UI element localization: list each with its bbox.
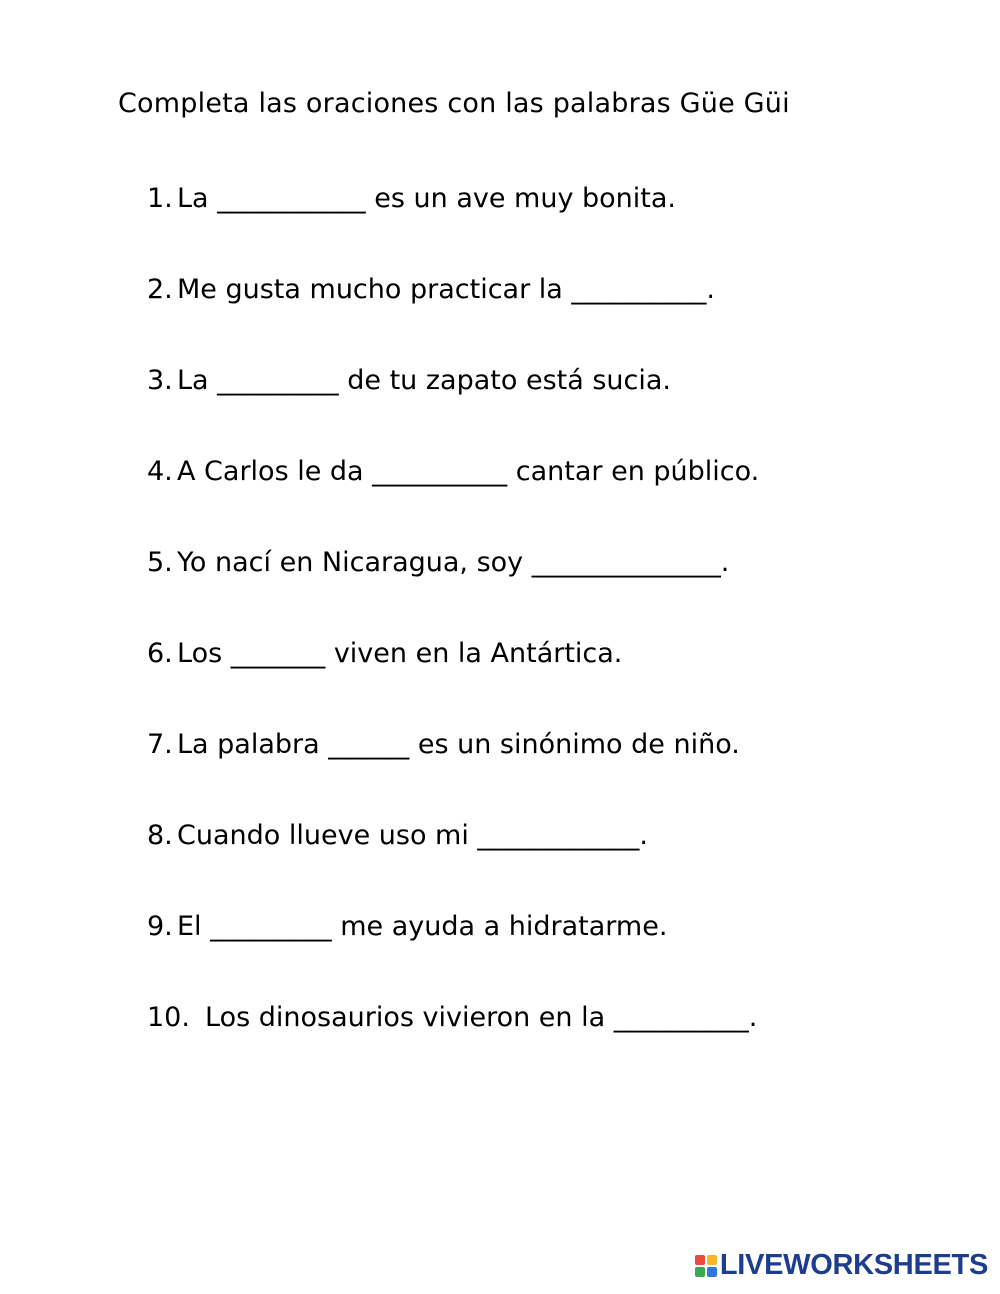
item-sentence: Cuando llueve uso mi ____________. [177, 820, 649, 851]
item-sentence: A Carlos le da __________ cantar en público. [177, 456, 760, 487]
item-number: 8. [147, 820, 173, 851]
item-sentence: La ___________ es un ave muy bonita. [177, 183, 676, 214]
item-number: 6. [147, 638, 173, 669]
item-number: 2. [147, 274, 173, 305]
sentence-item-9 [147, 911, 667, 942]
sentence-item-6 [147, 638, 622, 669]
item-sentence: Me gusta mucho practicar la __________. [177, 274, 715, 305]
liveworksheets-logo-icon [695, 1255, 717, 1277]
item-number: 10. [147, 1002, 190, 1033]
liveworksheets-logo-text: LIVEWORKSHEETS [719, 1249, 988, 1281]
sentence-item-5 [147, 547, 729, 578]
sentence-item-7 [147, 729, 740, 760]
item-sentence: La _________ de tu zapato está sucia. [177, 365, 672, 396]
sentence-item-1 [147, 183, 676, 214]
sentence-item-4 [147, 456, 759, 487]
item-sentence: El _________ me ayuda a hidratarme. [177, 911, 668, 942]
sentence-item-2 [147, 274, 715, 305]
item-sentence: Yo nací en Nicaragua, soy ______________. [177, 547, 730, 578]
item-number: 7. [147, 729, 173, 760]
item-sentence: Los dinosaurios vivieron en la __________. [205, 1002, 758, 1033]
item-sentence: Los _______ viven en la Antártica. [177, 638, 623, 669]
item-number: 3. [147, 365, 173, 396]
worksheet-title: Completa las oraciones con las palabras Güe Güi [118, 88, 790, 119]
item-number: 1. [147, 183, 173, 214]
item-number: 4. [147, 456, 173, 487]
item-sentence: La palabra ______ es un sinónimo de niño. [177, 729, 740, 760]
item-number: 9. [147, 911, 173, 942]
liveworksheets-logo [695, 1251, 988, 1280]
item-number: 5. [147, 547, 173, 578]
sentence-item-3 [147, 365, 671, 396]
sentence-item-8 [147, 820, 648, 851]
sentence-item-10 [147, 1002, 757, 1033]
